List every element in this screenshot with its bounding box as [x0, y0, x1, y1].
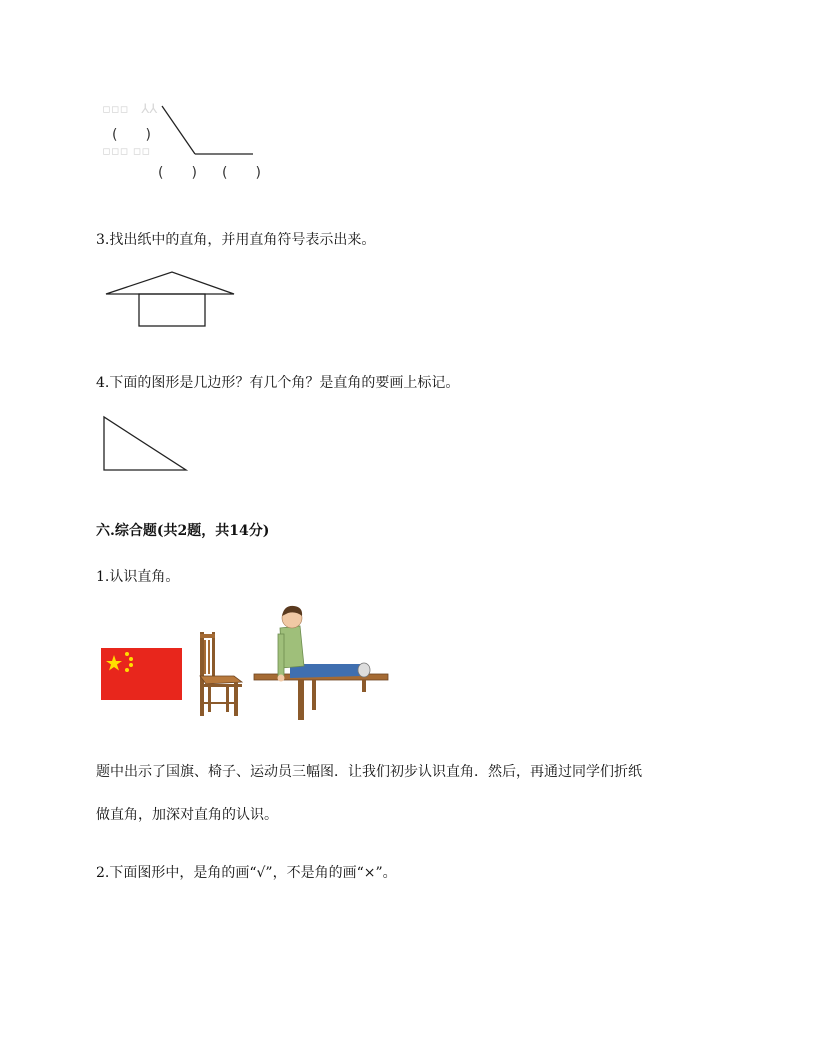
s6-q1-paragraph-line-2: 做直角，加深对直角的认识。 — [96, 807, 278, 823]
s6-q1-paragraph-line-1: 题中出示了国旗、椅子、运动员三幅图．让我们初步认识直角．然后，再通过同学们折纸 — [96, 764, 642, 780]
china-flag-icon — [101, 648, 182, 700]
answer-paren-1[interactable]: ( ) — [112, 127, 151, 143]
flag-image — [101, 648, 182, 700]
house-figure — [104, 270, 238, 330]
athlete-image — [252, 604, 392, 724]
triangle-figure-svg — [101, 414, 191, 474]
chair-image — [196, 630, 244, 718]
chair-icon — [196, 630, 244, 718]
s6-question-2: 2.下面图形中，是角的画“√”，不是角的画“×”。 — [96, 865, 397, 881]
question-3: 3.找出纸中的直角，并用直角符号表示出来。 — [96, 232, 376, 248]
angle-figure — [100, 96, 300, 196]
house-figure-svg — [104, 270, 238, 330]
answer-paren-2[interactable]: ( ) — [158, 165, 197, 181]
question-4: 4.下面的图形是几边形？有几个角？是直角的要画上标记。 — [96, 375, 460, 391]
athlete-icon — [252, 604, 392, 724]
faint-text-2: ▫▫▫ ▫▫ — [102, 144, 151, 159]
section-6-title: 六.综合题(共2题，共14分) — [96, 523, 270, 539]
triangle-figure — [101, 414, 191, 474]
s6-question-1: 1.认识直角。 — [96, 569, 180, 585]
faint-text-1: ▫▫▫ ⅄⅄ — [102, 102, 158, 117]
answer-paren-3[interactable]: ( ) — [222, 165, 261, 181]
